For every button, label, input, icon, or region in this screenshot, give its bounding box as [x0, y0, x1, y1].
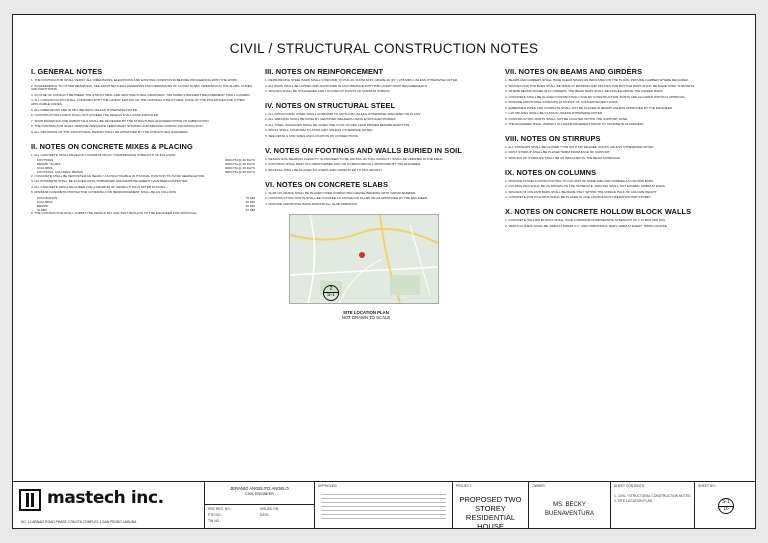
- reinforcement-note: 2. ALL BARS SHALL BE LAPPED AND ANCHORED IN ACCORDANCE WITH THE LATEST NSCP REQUIREMENTS.: [265, 83, 428, 88]
- mix-row: COLUMNS 3000 PSI @ 28 DAYS: [37, 166, 255, 171]
- reinforcement-note: 1. REINFORCING STEEL BARS SHALL CONFORM TO PNS 49 / ASTM A615, GRADE 40 (FY = 276 MPA) UNLESS OTHERWISE NOTED.: [265, 78, 458, 82]
- column-middle: [265, 67, 490, 320]
- mix-row: BEAMS / SLABS 3000 PSI @ 28 DAYS: [37, 162, 255, 167]
- column-note: 3. SPLICES OF COLUMN BARS SHALL BE MADE ONLY WITHIN THE MIDDLE HALF OF COLUMN HEIGHT.: [505, 189, 658, 194]
- concrete-note: 1. ALL CONCRETE SHALL DEVELOP A MINIMUM 28-DAY COMPRESSIVE STRENGTH AS FOLLOWS:: [31, 152, 176, 157]
- firm-address: NO. 12 ARNAIZ ROAD PHASE 2 PACITA COMPLEX 1 SAN PEDRO LAGUNA: [21, 520, 137, 524]
- approval-cell: [315, 482, 453, 528]
- sheet-label: SHEET NO.:: [698, 484, 717, 488]
- mix-row: FOOTINGS, COLUMNS, BEAMS 3000 PSI @ 28 DAYS: [37, 169, 255, 174]
- project-name: PROPOSED TWO STOREY RESIDENTIAL HOUSE: [459, 495, 522, 529]
- concrete-note: 3. NO CONCRETE SHALL BE PLACED UNTIL FORMWORK AND REINFORCEMENT HAVE BEEN INSPECTED.: [31, 179, 189, 184]
- detail-marker: 2 S-1: [323, 285, 339, 301]
- approval-label: APPROVED:: [318, 484, 338, 488]
- concrete-notes-section: [31, 142, 255, 217]
- issued-label: ISSUED ON:: [260, 507, 280, 511]
- beam-note: 3. WHERE BEAMS FRAME INTO GIRDERS, THE BEAM BARS SHALL BE PLACED ABOVE THE GIRDER BARS.: [505, 89, 664, 93]
- engineer-title: CIVIL ENGINEER: [245, 492, 274, 496]
- owner-cell: [529, 482, 611, 528]
- general-note: 5. ALL DIMENSIONS ARE IN MILLIMETERS UNLESS OTHERWISE NOTED.: [31, 107, 138, 112]
- slab-note: 2. CONSTRUCTION JOINTS SHALL BE LOCATED AS SHOWN ON PLANS OR AS APPROVED BY THE ENGINEER.: [265, 196, 429, 201]
- sheet-number-cell: [695, 482, 756, 528]
- firm-name: mastech inc.: [47, 488, 164, 508]
- firm-logo-cell: [13, 482, 205, 528]
- site-location-caption: SITE LOCATION PLAN NOT DRAWN TO SCALE: [341, 309, 391, 320]
- chb-note: 2. VERTICAL BARS SHALL BE 10MM AT 600MM O.C. AND HORIZONTAL BARS 10MM AT EVERY THIRD COURSE.: [505, 223, 668, 228]
- chb-notes-heading: X. NOTES ON CONCRETE HOLLOW BLOCK WALLS: [505, 207, 692, 217]
- beam-note: 6. EMBEDDED PIPES AND CONDUITS SHALL NOT BE PLACED IN BEAMS UNLESS APPROVED BY THE ENGINEER.: [505, 105, 673, 110]
- steel-note: 3. ALL STEEL SURFACES SHALL BE GIVEN ONE COAT OF RED LEAD PRIMER BEFORE ERECTION.: [265, 122, 411, 127]
- map-graphic: [290, 215, 438, 303]
- slab-note: 1. SLAB ON GRADE SHALL BE PLACED OVER COMPACTED GRAVEL BEDDING WITH VAPOR BARRIER.: [265, 190, 417, 195]
- title-block: [13, 481, 755, 528]
- beam-notes-section: [505, 67, 727, 127]
- column-left: [31, 67, 255, 223]
- column-notes-section: [505, 168, 727, 200]
- general-notes-heading: I. GENERAL NOTES: [31, 67, 103, 76]
- column-note: 2. COLUMN TIES SHALL BE AS SHOWN ON THE SCHEDULE. SPACING SHALL NOT EXCEED 100MM AT ENDS.: [505, 184, 666, 189]
- steel-note: 1. ALL STRUCTURAL STEEL SHALL CONFORM TO ASTM A36 UNLESS OTHERWISE SPECIFIED ON PLANS.: [265, 111, 421, 116]
- project-cell: [453, 482, 529, 528]
- contents-item: 1. CIVIL / STRUCTURAL CONSTRUCTION NOTES: [614, 494, 691, 498]
- general-note: 7. SHOP DRAWINGS AND SUBMITTALS SHALL BE REVIEWED BY THE STRUCTURAL ENGINEER PRIOR TO FABRICATION.: [31, 118, 210, 123]
- steel-note: 4. BOLTS SHALL CONFORM TO ASTM A307 UNLESS OTHERWISE NOTED.: [265, 128, 374, 133]
- concrete-note: 6. THE CONTRACTOR SHALL SUBMIT THE DESIGN MIX AND TEST RESULTS TO THE ENGINEER FOR APPROVAL.: [31, 211, 198, 216]
- concrete-note: 4. ALL CONCRETE SHALL BE CURED FOR A MINIMUM OF SEVEN (7) DAYS AFTER PLACING.: [31, 184, 167, 189]
- general-note: 6. CONSTRUCTION LOADS SHALL NOT EXCEED THE DESIGN LIVE LOADS INDICATED.: [31, 113, 159, 118]
- column-right: [505, 67, 727, 236]
- beam-note: 5. PROVIDE ADDITIONAL STIRRUPS AT POINTS OF CONCENTRATED LOADS.: [505, 100, 619, 104]
- steel-notes-section: [265, 101, 490, 139]
- general-notes-section: [31, 67, 255, 135]
- engineer-cell: [205, 482, 315, 528]
- general-note: 3. IN CASE OF CONFLICT BETWEEN THE STRUCTURAL AND ARCHITECTURAL DRAWINGS, THE MORE STRINGENT REQUIREMENT SHALL GOVERN.: [31, 92, 251, 97]
- footing-note: 2. FOOTINGS SHALL REST ON UNDISTURBED SOIL OR COMPACTED FILL APPROVED BY THE ENGINEER.: [265, 162, 422, 167]
- tin-label: TIN NO.:: [208, 519, 222, 523]
- contents-item: 2. SITE LOCATION PLAN: [614, 499, 653, 503]
- mix-row: FOOTINGS 3000 PSI @ 28 DAYS: [37, 158, 255, 163]
- general-note: 4. ALL CONSTRUCTION SHALL CONFORM WITH THE LATEST EDITION OF THE NATIONAL STRUCTURAL CODE OF THE PHILIPPINES AND OTHER APPLICABLE CODES.: [31, 98, 245, 107]
- beam-notes-heading: VII. NOTES ON BEAMS AND GIRDERS: [505, 67, 643, 76]
- slab-notes-section: [265, 180, 490, 207]
- contents-cell: [611, 482, 695, 528]
- steel-note: 2. ALL WELDING SHALL BE DONE BY CERTIFIED WELDERS USING E70XX ELECTRODES.: [265, 117, 397, 122]
- ptr-label: PTR NO.:: [208, 513, 223, 517]
- steel-notes-heading: IV. NOTES ON STRUCTURAL STEEL: [265, 100, 396, 110]
- reinforcement-notes-section: [265, 67, 490, 94]
- chb-notes-section: [505, 207, 727, 228]
- general-note: 2. IN REFERENCE TO OTHER DRAWINGS, SEE ARCHITECTURAL DRAWINGS FOR DIMENSIONS OF FLOOR SLABS, OPENINGS IN THE SLABS, CURBS AND PARTITIONS.: [31, 83, 252, 92]
- beam-note: 4. CONCRETE SHALL BE PLACED CONTINUOUSLY AND NO CONSTRUCTION JOINTS ARE ALLOWED WITHOUT APPROVAL.: [505, 94, 687, 99]
- contents-label: SHEET CONTENTS:: [614, 484, 645, 488]
- sheet-title: CIVIL / STRUCTURAL CONSTRUCTION NOTES: [229, 41, 539, 56]
- date-label: DATE:: [260, 513, 270, 517]
- site-location-map: [289, 214, 439, 304]
- footing-note: 1. DESIGN SOIL BEARING CAPACITY IS ASSUMED TO BE 100 KPA. ACTUAL CAPACITY SHALL BE VERIFIED IN THE FIELD.: [265, 156, 444, 161]
- slab-notes-heading: VI. NOTES ON CONCRETE SLABS: [265, 179, 389, 189]
- slab-note: 3. PROVIDE ADDITIONAL BARS AROUND ALL SLAB OPENINGS.: [265, 201, 358, 206]
- stirrup-note: 2. FIRST STIRRUP SHALL BE PLACED 50MM FROM FACE OF SUPPORT.: [505, 150, 611, 155]
- stirrup-note: 1. ALL STIRRUPS SHALL BE CLOSED TYPE WITH 135 DEGREE HOOKS UNLESS OTHERWISE NOTED.: [505, 144, 655, 149]
- cover-row: COLUMNS 40 MM: [37, 199, 255, 204]
- cover-row: FOUNDATION 75 MM: [37, 195, 255, 200]
- stirrup-note: 3. SPACING OF STIRRUPS SHALL BE AS INDICATED IN THE BEAM SCHEDULE.: [505, 155, 621, 160]
- footing-note: 3. BACKFILL SHALL BE PLACED IN LAYERS AND COMPACTED TO 95% DENSITY.: [265, 167, 383, 172]
- beam-note: 9. THE ENGINEER SHALL INSPECT ALL REINFORCEMENT PRIOR TO CONCRETE PLACEMENT.: [505, 122, 645, 126]
- map-pin-icon: [359, 252, 365, 258]
- chb-note: 1. CONCRETE HOLLOW BLOCKS SHALL HAVE A MINIMUM COMPRESSIVE STRENGTH OF 2.76 MPA (400 PSI).: [505, 218, 666, 223]
- reinforcement-notes-heading: III. NOTES ON REINFORCEMENT: [265, 67, 384, 76]
- cover-row: SLABS 20 MM: [37, 207, 255, 212]
- firm-logo-icon: [19, 489, 41, 511]
- column-notes-heading: IX. NOTES ON COLUMNS: [505, 167, 597, 177]
- column-note: 1. PROVIDE DOWELS FROM FOOTING TO COLUMN OF SAME SIZE AND NUMBER AS COLUMN BARS.: [505, 178, 655, 183]
- general-note: 8. THE CONTRACTOR SHALL PROVIDE ADEQUATE TEMPORARY SHORING AND BRACING DURING CONSTRUCTION.: [31, 124, 204, 129]
- owner-name: MS. BECKY BUENAVENTURA: [545, 502, 594, 517]
- footing-notes-section: [265, 146, 490, 173]
- approval-text-block: [321, 491, 446, 521]
- stirrup-notes-heading: VIII. NOTES ON STIRRUPS: [505, 133, 601, 143]
- beam-note: 1. BEAMS AND GIRDERS SHALL HAVE CLEAR SPANS AS INDICATED ON THE PLANS. PROVIDE CAMBER WHERE REQUIRED.: [505, 78, 690, 82]
- concrete-note: 5. MINIMUM CONCRETE PROTECTIVE COVERING FOR REINFORCEMENT SHALL BE AS FOLLOWS:: [31, 190, 177, 195]
- column-note: 4. CONCRETE FOR COLUMNS SHALL BE PLACED IN ONE CONTINUOUS OPERATION PER STOREY.: [505, 195, 652, 200]
- drawing-sheet: [12, 14, 756, 529]
- steel-note: 5. SEE DETAILS FOR SIZES AND LOCATION OF CONNECTIONS.: [265, 133, 359, 138]
- beam-note: 7. LAP SPLICES SHALL BE CLASS B UNLESS OTHERWISE NOTED.: [505, 111, 603, 115]
- concrete-notes-heading: II. NOTES ON CONCRETE MIXES & PLACING: [31, 141, 193, 151]
- reinforcement-note: 3. SPLICES SHALL BE STAGGERED AND LOCATED AT POINTS OF MINIMUM STRESS.: [265, 89, 391, 93]
- cover-row: BEAMS 40 MM: [37, 203, 255, 208]
- project-label: PROJECT:: [456, 484, 472, 488]
- general-note: 9. ALL REVISIONS OF THE STRUCTURAL DESIGN SHALL BE APPROVED BY THE STRUCTURAL ENGINEER.: [31, 129, 189, 134]
- engineer-name: JERANIO ANGELITO ANGELO: [230, 486, 289, 491]
- general-note: 1. THE CONTRACTOR SHALL VERIFY ALL DIMENSIONS, ELEVATIONS AND EXISTING CONDITIONS BEFORE PROCEEDING WITH THE WORK.: [31, 78, 239, 82]
- prc-label: PRC REG. NO.:: [208, 507, 232, 511]
- concrete-note: 2. CONCRETE SHALL BE DEPOSITED AS NEARLY AS PRACTICABLE IN ITS FINAL POSITION TO AVOID SEGREGATION.: [31, 173, 206, 178]
- beam-note: 2. SPLICES FOR TOP BARS SHALL BE MADE AT MIDSPAN AND SPLICES FOR BOTTOM BARS SHALL BE MADE OVER SUPPORTS.: [505, 83, 696, 88]
- owner-label: OWNER:: [532, 484, 546, 488]
- stirrup-notes-section: [505, 134, 727, 161]
- footing-notes-heading: V. NOTES ON FOOTINGS AND WALLS BURIED IN SOIL: [265, 145, 462, 155]
- beam-note: 8. CONSTRUCTION JOINTS SHALL NOT BE LOCATED WITHIN THE SUPPORT ZONE.: [505, 116, 629, 121]
- sheet-number-marker: S-1 16: [718, 498, 734, 514]
